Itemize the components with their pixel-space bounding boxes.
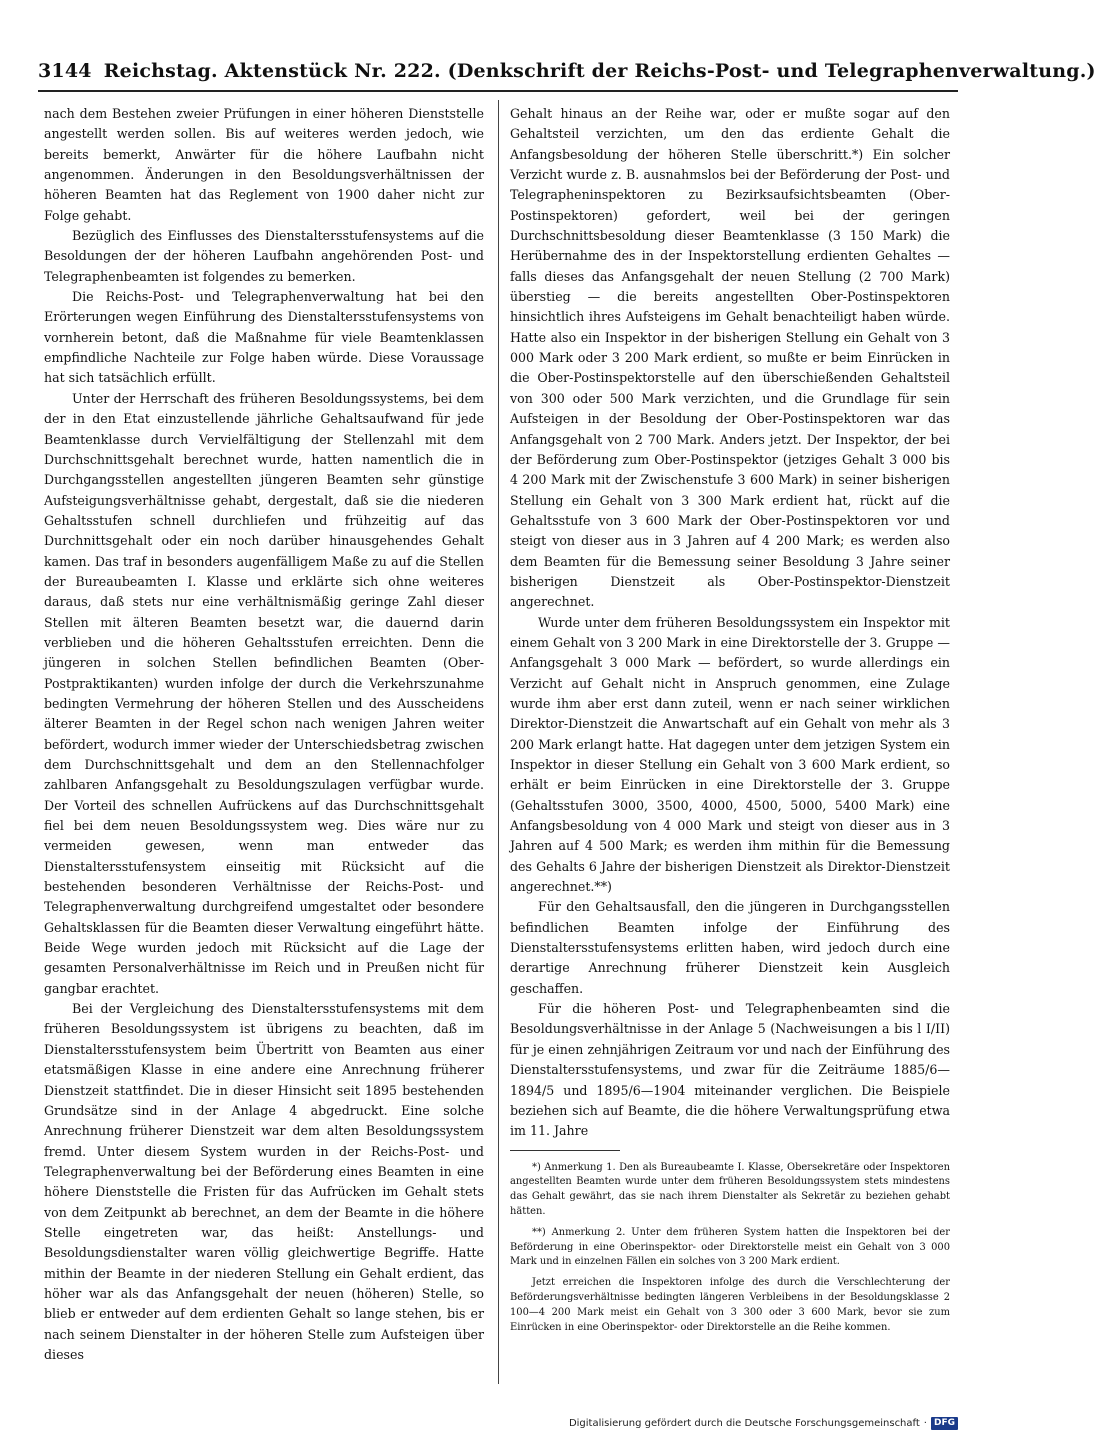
footnote-2-continued: Jetzt erreichen die Inspektoren infolge des durch die Verschlechterung der Beförderungsverhältnisse bedingten längeren Verbleibens in der Besoldungsklasse 2 100—4 200 Mark meist ein Gehalt von 3 300 oder 3 600 Mark, bevor sie zum Einrücken in eine Oberinspektor- oder Direktorstelle an die Reihe kommen. [510,1277,950,1333]
dfg-logo: DFG [931,1417,958,1430]
right-column [510,104,950,1386]
page-number: 3144 [38,60,92,82]
left-paragraph-3: Die Reichs-Post- und Telegraphenverwaltung hat bei den Erörterungen wegen Einführung des Dienstaltersstufensystems von vornherein betont, daß die Maßnahme für viele Beamtenklassen empfindliche Nachteile zur Folge haben würde. Diese Voraussage hat sich tatsächlich erfüllt. [44,289,484,386]
left-paragraph-1: nach dem Bestehen zweier Prüfungen in einer höheren Dienststelle angestellt werden sollen. Bis auf weiteres werden jedoch, wie bereits bemerkt, Anwärter für die höhere Laufbahn nicht angenommen. Änderungen in den Besoldungsverhältnissen der höheren Beamten hat das Reglement von 1900 daher nicht zur Folge gehabt. [44,106,484,223]
right-paragraph-4: Für die höheren Post- und Telegraphenbeamten sind die Besoldungsverhältnisse in der Anlage 5 (Nachweisungen a bis l I/II) für je einen zehnjährigen Zeitraum vor und nach der Einführung des Dienstaltersstufensystems, und zwar für die Zeiträume 1885/6—1894/5 und 1895/6—1904 miteinander verglichen. Die Beispiele beziehen sich auf Beamte, die die höhere Verwaltungsprüfung etwa im 11. Jahre [510,1001,950,1139]
footnotes [510,1161,950,1336]
left-paragraph-5: Bei der Vergleichung des Dienstaltersstufensystems mit dem früheren Besoldungssystem ist übrigens zu beachten, daß im Dienstaltersstufensystem beim Übertritt von Beamten aus einer etatsmäßigen Klasse in eine andere eine Anrechnung früherer Dienstzeit stattfindet. Die in dieser Hinsicht seit 1895 bestehenden Grundsätze sind in der Anlage 4 abgedruckt. Eine solche Anrechnung früherer Dienstzeit war dem alten Besoldungssystem fremd. Unter diesem System wurden in der Reichs-Post- und Telegraphenverwaltung bei der Beförderung eines Beamten in eine höhere Dienststelle die Fristen für das Aufrücken im Gehalt stets von dem Zeitpunkt ab berechnet, an dem der Beamte in die höhere Stelle eingetreten war, das heißt: Anstellungs- und Besoldungsdienstalter waren völlig gleichwertige Begriffe. Hatte mithin der Beamte in der niederen Stellung ein Gehalt erdient, das höher war als das Anfangsgehalt der neuen (höheren) Stelle, so blieb er entweder auf dem erdienten Gehalt so lange stehen, bis er nach seinem Dienstalter in der höheren Stelle zum Aufsteigen über dieses [44,1001,484,1362]
right-paragraph-3: Für den Gehaltsausfall, den die jüngeren in Durchgangsstellen befindlichen Beamten infolge der Einführung des Dienstaltersstufensystems erlitten haben, wird jedoch durch eine derartige Anrechnung früherer Dienstzeit kein Ausgleich geschaffen. [510,899,950,996]
header-rule [38,90,958,92]
footnote-2: **) Anmerkung 2. Unter dem früheren System hatten die Inspektoren bei der Beförderung in eine Oberinspektor- oder Direktorstelle meist ein Gehalt von 3 000 Mark und in einzelnen Fällen ein solches von 3 200 Mark erdient. [510,1226,950,1268]
credit-text: Digitalisierung gefördert durch die Deutsche Forschungsgemeinschaft [568,1417,920,1429]
left-paragraph-2: Bezüglich des Einflusses des Dienstaltersstufensystems auf die Besoldungen der der höheren Laufbahn angehörenden Post- und Telegraphenbeamten ist folgendes zu bemerken. [44,228,484,284]
right-paragraph-1: Gehalt hinaus an der Reihe war, oder er mußte sogar auf den Gehaltsteil verzichten, um den das erdiente Gehalt die Anfangsbesoldung der höheren Stelle überschritt.*) Ein solcher Verzicht wurde z. B. ausnahmslos bei der Beförderung der Post- und Telegrapheninspektoren zu Bezirksaufsichtsbeamten (Ober-Postinspektoren) gefordert, weil bei der geringen Durchschnittsbesoldung dieser Beamtenklasse (3 150 Mark) die Herübernahme des in der Inspektorstellung erdienten Gehaltes — falls dieses das Anfangsgehalt der neuen Stellung (2 700 Mark) überstieg — die bereits angestellten Ober-Postinspektoren hinsichtlich ihres Aufsteigens im Gehalt benachteiligt haben würde. Hatte also ein Inspektor in der bisherigen Stellung ein Gehalt von 3 000 Mark oder 3 200 Mark erdient, so mußte er beim Einrücken in die Ober-Postinspektorstelle auf den überschießenden Gehaltsteil von 300 oder 500 Mark verzichten, und die Grundlage für sein Aufsteigen in der Besoldung der Ober-Postinspektoren war das Anfangsgehalt von 2 700 Mark. Anders jetzt. Der Inspektor, der bei der Beförderung zum Ober-Postinspektor (jetziges Gehalt 3 000 bis 4 200 Mark mit der Zwischenstufe 3 600 Mark) in seiner bisherigen Stellung ein Gehalt von 3 300 Mark erdient hat, rückt auf die Gehaltsstufe von 3 600 Mark der Ober-Postinspektoren vor und steigt von dieser aus in 3 Jahren auf 4 200 Mark; es werden also dem Beamten für die Bemessung seiner Besoldung 3 Jahre seiner bisherigen Dienstzeit als Ober-Postinspektor-Dienstzeit angerechnet. [510,106,950,610]
footnote-separator [510,1150,620,1151]
column-divider [498,100,499,1384]
left-column [44,104,484,1386]
separator-dot: · [923,1417,927,1429]
digitization-credit [569,1416,958,1430]
right-paragraph-2: Wurde unter dem früheren Besoldungssystem ein Inspektor mit einem Gehalt von 3 200 Mark in eine Direktorstelle der 3. Gruppe — Anfangsgehalt 3 000 Mark — befördert, so wurde allerdings ein Verzicht auf Gehalt nicht in Anspruch genommen, eine Zulage wurde ihm aber erst dann zuteil, wenn er nach seiner wirklichen Direktor-Dienstzeit die Anwartschaft auf ein Gehalt von mehr als 3 200 Mark erlangt hatte. Hat dagegen unter dem jetzigen System ein Inspektor in dieser Stellung ein Gehalt von 3 600 Mark erdient, so erhält er beim Einrücken in eine Direktorstelle der 3. Gruppe (Gehaltsstufen 3000, 3500, 4000, 4500, 5000, 5400 Mark) eine Anfangsbesoldung von 4 000 Mark und steigt von dieser aus in 3 Jahren auf 4 500 Mark; es werden ihm mithin für die Bemessung des Gehalts 6 Jahre der bisherigen Dienstzeit als Direktor-Dienstzeit angerechnet.**) [510,614,950,895]
left-paragraph-4: Unter der Herrschaft des früheren Besoldungssystems, bei dem der in den Etat einzustellende jährliche Gehaltsaufwand für jede Beamtenklasse durch Vervielfältigung der Stellenzahl mit dem Durchschnittsgehalt berechnet wurde, hatten namentlich die in Durchgangsstellen angestellten jüngeren Beamten sehr günstige Aufsteigungsverhältnisse gehabt, dergestalt, daß sie die niederen Gehaltsstufen schnell durchliefen und frühzeitig auf das Durchnittsgehalt oder ein noch darüber hinausgehendes Gehalt kamen. Das traf in besonders augenfälligem Maße zu auf die Stellen der Bureaubeamten I. Klasse und erklärte sich ohne weiteres daraus, daß stets nur eine verhältnismäßig geringe Zahl dieser Stellen mit älteren Beamten besetzt war, die dauernd darin verblieben und die höheren Gehaltsstufen erreichten. Denn die jüngeren in solchen Stellen befindlichen Beamten (Ober-Postpraktikanten) wurden infolge der durch die Verkehrszunahme bedingten Vermehrung der höheren Stellen und des Ausscheidens älterer Beamten in der Regel schon nach wenigen Jahren weiter befördert, wodurch immer wieder der Unterschiedsbetrag zwischen dem Durchschnittsgehalt und dem an den Stellennachfolger zahlbaren Anfangsgehalt zu Besoldungszulagen verfügbar wurde. Der Vorteil des schnellen Aufrückens auf das Durchschnittsgehalt fiel bei dem neuen Besoldungssystem weg. Dies wäre nur zu vermeiden gewesen, wenn man entweder das Dienstaltersstufensystem einseitig mit Rücksicht auf die bestehenden besonderen Verhältnisse der Reichs-Post- und Telegraphenverwaltung durchgreifend umgestaltet oder besondere Gehaltsklassen für die Beamten dieser Verwaltung eingeführt hätte. Beide Wege wurden jedoch mit Rücksicht auf die Lage der gesamten Personalverhältnisse im Reich und in Preußen nicht für gangbar erachtet. [44,390,484,996]
running-title: Reichstag. Aktenstück Nr. 222. (Denkschrift der Reichs-Post- und Telegraphenverwaltung.) [103,60,1096,82]
page-header [38,60,1096,86]
footnote-1: *) Anmerkung 1. Den als Bureaubeamte I. Klasse, Obersekretäre oder Inspektoren angestellten Beamten wurde unter dem früheren Besoldungssystem stets mindestens das Gehalt gewährt, das sie nach ihrem Dienstalter als Sekretär zu beziehen gehabt hätten. [510,1161,950,1217]
